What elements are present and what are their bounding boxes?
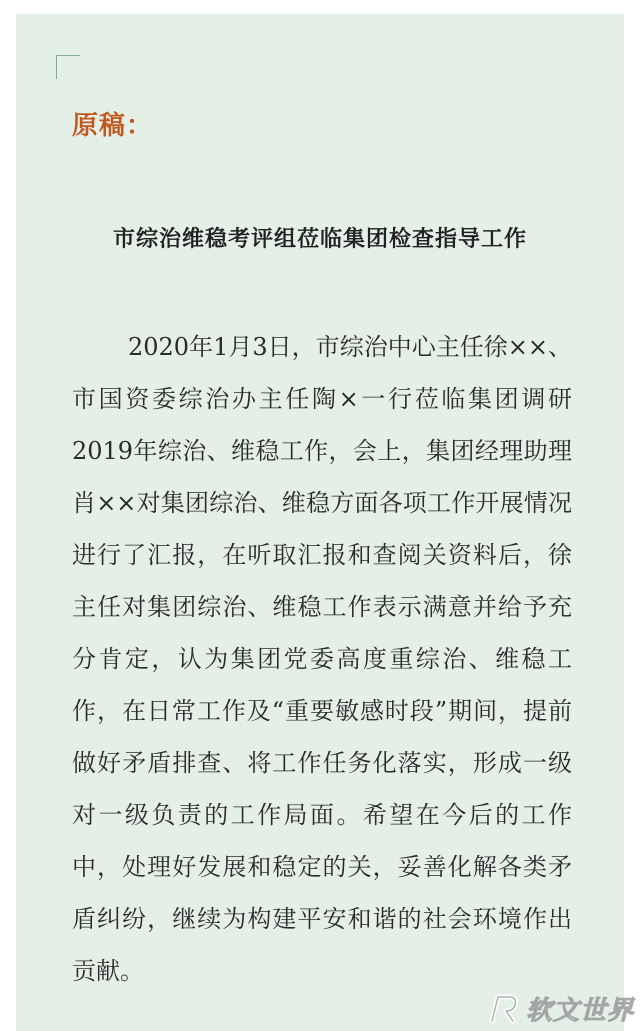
site-watermark	[486, 990, 634, 1027]
article-paragraph: 2020年1月3日，市综治中心主任徐××、市国资委综治办主任陶×一行莅临集团调研2019年综治、维稳工作，会上，集团经理助理肖××对集团综治、维稳方面各项工作开展情况进行了汇报，在听取汇报和查阅关资料后，徐主任对集团综治、维稳工作表示满意并给予充分肯定，认为集团党委高度重综治、维稳工作，在日常工作及“重要敏感时段”期间，提前做好矛盾排查、将工作任务化落实，形成一级对一级负责的工作局面。希望在今后的工作中，处理好发展和稳定的关，妥善化解各类矛盾纠纷，继续为构建平安和谐的社会环境作出贡献。	[72, 333, 572, 985]
corner-bracket-decoration	[56, 55, 80, 79]
article-headline: 市综治维稳考评组莅临集团检查指导工作	[112, 227, 527, 252]
watermark-logo-icon	[486, 993, 520, 1025]
section-label: 原稿：	[72, 111, 154, 141]
watermark-text: 软文世界	[525, 996, 634, 1026]
article-card	[16, 14, 624, 1031]
